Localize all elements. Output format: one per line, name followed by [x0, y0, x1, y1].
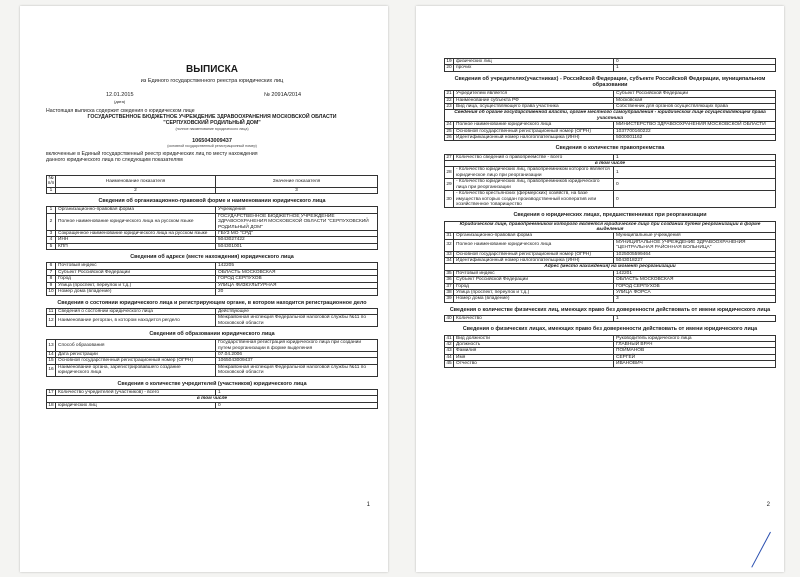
row-label: Номер дома (владение): [56, 289, 216, 295]
section-table: [46, 339, 378, 376]
row-label: Субъект Российской Федерации: [56, 269, 216, 275]
row-label: Вид лица, осуществляющего права участника: [454, 104, 614, 110]
table-row: [47, 340, 378, 352]
table-row: [445, 239, 776, 251]
row-label: Должность: [454, 342, 614, 348]
row-value: 0: [614, 191, 776, 208]
row-label: Основной государственный регистрационный номер (ОГРН): [454, 128, 614, 134]
row-value: 07.04.2006: [216, 351, 378, 357]
row-value: Муниципальные учреждения: [614, 233, 776, 239]
row-value: ГОРОД СЕРПУХОВ: [216, 276, 378, 282]
row-value: 1025005599464: [614, 251, 776, 257]
row-label: Способ образования: [56, 340, 216, 352]
row-label: Количество учредителей (участников) - всего: [56, 389, 216, 395]
section-title: Сведения об адресе (месте нахождения) юридического лица: [130, 254, 294, 261]
page-1: [20, 6, 388, 572]
table-row: [445, 65, 776, 71]
row-number: 19: [446, 59, 452, 64]
row-value: ОБЛАСТЬ МОСКОВСКАЯ: [614, 277, 776, 283]
row-value: 1: [614, 65, 776, 71]
row-number: 5: [47, 243, 56, 249]
row-value: Руководитель юридического лица: [614, 335, 776, 341]
included-text: включенные в Единый государственный реестр юридических лиц по месту нахождения данного юридического лица по следующим показателям: [46, 150, 258, 163]
page-number: 2: [766, 502, 770, 508]
header-table: [46, 175, 378, 194]
row-number: 29: [445, 179, 454, 191]
row-number: 7: [47, 269, 56, 275]
row-value: 5000001162: [614, 135, 776, 141]
row-value: ИВАНОВИЧ: [614, 361, 776, 367]
page-2: [416, 6, 784, 572]
table-row: [445, 135, 776, 141]
row-value: 3: [614, 296, 776, 302]
document-subtitle: из Единого государственного реестра юридических лиц: [140, 78, 284, 84]
row-number: 1: [47, 207, 56, 213]
org-name-line1: ГОСУДАРСТВЕННОЕ БЮДЖЕТНОЕ УЧРЕЖДЕНИЕ ЗДРАВООХРАНЕНИЯ МОСКОВСКОЙ ОБЛАСТИ: [87, 114, 337, 121]
org-name-label: (полное наименование юридического лица): [175, 126, 249, 131]
section-table: [46, 262, 378, 295]
row-value: Действующее: [216, 308, 378, 314]
section-table: [46, 308, 378, 327]
row-value: 1: [614, 167, 776, 179]
row-label: Организационно-правовая форма: [56, 207, 216, 213]
row-value: 1037700160222: [614, 128, 776, 134]
extract-meta: [46, 92, 378, 108]
page-number: 1: [366, 502, 370, 508]
header-c1: 1: [47, 187, 56, 193]
row-number: 37: [446, 283, 452, 289]
row-number: 25: [446, 128, 452, 134]
row-label: прочих: [454, 65, 614, 71]
extract-date-label: (дата): [114, 99, 126, 104]
row-label: Фамилия: [454, 348, 614, 354]
row-number: 21: [446, 91, 452, 97]
row-value: Межрайонная инспекция Федеральной налоговой службы №11 по Московской области: [216, 315, 378, 327]
row-label: физических лиц: [454, 59, 614, 65]
row-number: 36: [446, 277, 452, 283]
row-label: Полное наименование юридического лица: [454, 239, 614, 251]
row-number: 34: [446, 257, 452, 263]
row-number: 18: [48, 402, 54, 408]
table-row: [47, 243, 378, 249]
section-table: [444, 58, 776, 72]
row-label: Учредителем является: [454, 91, 614, 97]
table-row: [445, 167, 776, 179]
subsection-title: Сведения об органе государственной власти, органе местного самоуправления - юридическом лице осуществляющем права участника: [445, 110, 776, 122]
row-value: ОБЛАСТЬ МОСКОВСКАЯ: [216, 269, 378, 275]
section-table: [444, 221, 776, 303]
header-c2: 2: [56, 187, 216, 193]
row-number: 23: [446, 104, 452, 110]
row-number: 39: [446, 296, 452, 302]
section-title: Сведения об образовании юридического лица: [149, 330, 275, 337]
row-value: УЛИЦА ФОРСА: [614, 290, 776, 296]
org-name-line2: "СЕРПУХОВСКИЙ РОДИЛЬНЫЙ ДОМ": [163, 120, 261, 127]
table-row: [47, 402, 378, 408]
row-number: 4: [47, 237, 56, 243]
row-label: Полное наименование юридического лица: [454, 122, 614, 128]
row-value: 1: [614, 316, 776, 322]
row-value: ГОСУДАРСТВЕННОЕ БЮДЖЕТНОЕ УЧРЕЖДЕНИЕ ЗДРАВООХРАНЕНИЯ МОСКОВСКОЙ ОБЛАСТИ "СЕРПУХОВСКИЙ РОДИЛЬНЫЙ ДОМ": [216, 213, 378, 230]
row-value: 142205: [216, 263, 378, 269]
row-number: 35: [446, 270, 452, 276]
header-c3: 3: [216, 187, 378, 193]
row-value: ГОРОД СЕРПУХОВ: [614, 283, 776, 289]
row-label: КПП: [56, 243, 216, 249]
row-number: 15: [48, 358, 54, 364]
row-label: Основной государственный регистрационный номер (ОГРН): [454, 251, 614, 257]
row-number: 44: [446, 354, 452, 360]
row-value: 5043027422: [216, 237, 378, 243]
section-table: [46, 206, 378, 250]
row-label: ИНН: [56, 237, 216, 243]
row-number: 45: [446, 361, 452, 367]
row-label: - Количество юридических лиц, правопреемников юридического лица при реорганизации: [454, 179, 614, 191]
row-label: Идентификационный номер налогоплательщика (ИНН): [454, 257, 614, 263]
row-label: Вид должности: [454, 335, 614, 341]
row-number: 2: [47, 213, 56, 230]
row-number: 40: [446, 316, 452, 322]
row-number: 17: [48, 389, 54, 395]
row-label: Сведения о состоянии юридического лица: [56, 308, 216, 314]
row-number: 6: [47, 263, 56, 269]
row-value: Субъект Российской Федерации: [614, 91, 776, 97]
row-value: МУНИЦИПАЛЬНОЕ УЧРЕЖДЕНИЕ ЗДРАВООХРАНЕНИЯ "ЦЕНТРАЛЬНАЯ РАЙОННАЯ БОЛЬНИЦА": [614, 239, 776, 251]
row-number: 27: [446, 154, 452, 160]
row-label: Номер дома (владение): [454, 296, 614, 302]
header-value: Значение показателя: [216, 176, 378, 188]
row-number: 10: [48, 289, 54, 295]
row-value: МИНИСТЕРСТВО ЗДРАВООХРАНЕНИЯ МОСКОВСКОЙ ОБЛАСТИ: [614, 122, 776, 128]
row-number: 12: [47, 315, 56, 327]
row-number: 42: [446, 342, 452, 348]
row-label: Наименование субъекта РФ: [454, 97, 614, 103]
header-num: № п/п: [47, 176, 55, 187]
row-value: СЕРГЕЙ: [614, 354, 776, 360]
row-value: 1: [614, 154, 776, 160]
row-number: 22: [446, 97, 452, 103]
section-title: Сведения о физических лицах, имеющих право без доверенности действовать от имени юридического лица: [462, 326, 758, 333]
section-title: Сведения об учредителях(участниках) - Российской Федерации, субъекте Российской Федерации, муниципальном образовании: [454, 75, 766, 89]
subsection-title: Адрес (место нахождения) на момент реорганизации: [445, 264, 776, 270]
extract-date: 12.01.2015: [106, 92, 134, 98]
row-value: Государственная регистрация юридического лица при создании путем реорганизации в форме выделения: [216, 340, 378, 352]
row-label: Количество: [454, 316, 614, 322]
section-table: [46, 389, 378, 409]
row-label: Почтовый индекс: [454, 270, 614, 276]
row-value: Межрайонная инспекция Федеральной налоговой службы №11 по Московской области: [216, 364, 378, 376]
row-number: 11: [47, 308, 56, 314]
row-number: 28: [445, 167, 454, 179]
document-title: ВЫПИСКА: [186, 64, 238, 75]
row-value: Собственник для органов осуществляющих права: [614, 104, 776, 110]
section-title: Сведения о состоянии юридического лица и регистрирующем органе, в котором находится регистрационное дело: [57, 299, 367, 306]
section-title: Сведения о юридических лицах, предшественниках при реорганизации: [513, 212, 707, 219]
row-number: 9: [47, 282, 56, 288]
section-title: Сведения об организационно-правовой форме и наименовании юридического лица: [98, 198, 326, 205]
row-value: 1065043009437: [216, 358, 378, 364]
row-number: 14: [48, 351, 54, 357]
table-row: [445, 179, 776, 191]
row-number: 20: [446, 65, 452, 71]
ogrn-value: 1065043009437: [192, 137, 232, 144]
row-label: - Количество крестьянских (фермерских) хозяйств, на базе имущества которых создан производственный кооператив или хозяйственное товарищество: [454, 191, 614, 208]
section-table: [444, 90, 776, 141]
header-name: Наименование показателя: [56, 176, 216, 188]
table-row: [47, 289, 378, 295]
row-number: 41: [446, 335, 452, 341]
row-number: 8: [47, 276, 56, 282]
row-number: 33: [446, 251, 452, 257]
section-table: [444, 335, 776, 368]
row-label: юридических лиц: [56, 402, 216, 408]
row-number: 31: [446, 233, 452, 239]
row-value: 1: [216, 389, 378, 395]
subsection-title: в том числе: [47, 396, 378, 402]
row-label: Город: [56, 276, 216, 282]
section-table: [444, 315, 776, 322]
row-label: Наименование органа, зарегистрировавшего создание юридического лица: [56, 364, 216, 376]
ogrn-label: (основной государственный регистрационный номер): [167, 143, 257, 148]
row-label: Субъект Российской Федерации: [454, 277, 614, 283]
row-number: 30: [445, 191, 454, 208]
row-label: Отчество: [454, 361, 614, 367]
table-row: [47, 364, 378, 376]
row-value: 20: [216, 289, 378, 295]
row-value: 0: [216, 402, 378, 408]
row-number: 13: [47, 340, 56, 352]
row-value: 504301001: [216, 243, 378, 249]
row-number: 43: [446, 348, 452, 354]
row-number: 38: [446, 290, 452, 295]
intro-text: Настоящая выписка содержит сведения о юридическом лице: [46, 108, 195, 114]
row-value: 0: [614, 59, 776, 65]
row-label: Сокращенное наименование юридического лица на русском языке: [56, 231, 216, 237]
section-table: [444, 154, 776, 209]
row-label: Улица (проспект, переулок и т.д.): [454, 290, 614, 296]
subsection-title: в том числе: [445, 161, 776, 167]
row-label: Улица (проспект, переулок и т.д.): [56, 282, 216, 288]
row-value: 0: [614, 179, 776, 191]
table-row: [445, 191, 776, 208]
row-number: 24: [446, 122, 452, 128]
row-label: Дата регистрации: [56, 351, 216, 357]
row-number: 32: [445, 239, 454, 251]
row-value: 142201: [614, 270, 776, 276]
section-title: Сведения о количестве правопреемства: [555, 145, 665, 152]
row-label: - Количество юридических лиц, правопреемником которого является юридическое лицо при реорганизации: [454, 167, 614, 179]
row-label: Организационно-правовая форма: [454, 233, 614, 239]
section-title: Сведения о количестве учредителей (участников) юридического лица: [117, 380, 307, 387]
row-number: 16: [47, 364, 56, 376]
row-label: Имя: [454, 354, 614, 360]
extract-number: № 2091А/2014: [264, 92, 302, 98]
table-row: [47, 213, 378, 230]
table-row: [445, 361, 776, 367]
row-value: УЛИЦА ФИЗКУЛЬТУРНАЯ: [216, 282, 378, 288]
section-title: Сведения о количестве физических лиц, имеющих право без доверенности действовать от имени юридического лица: [449, 306, 771, 313]
table-row: [445, 296, 776, 302]
row-value: ПОЙМАНОВ: [614, 348, 776, 354]
row-value: Московская: [614, 97, 776, 103]
row-label: Основной государственный регистрационный номер (ОГРН): [56, 358, 216, 364]
row-value: ГЛАВНЫЙ ВРАЧ: [614, 342, 776, 348]
row-number: 3: [47, 231, 56, 237]
row-label: Город: [454, 283, 614, 289]
row-number: 26: [446, 135, 452, 141]
row-value: 5043018227: [614, 257, 776, 263]
row-label: Полное наименование юридического лица на русском языке: [56, 213, 216, 230]
row-label: Количество сведений о правопреемстве - всего: [454, 154, 614, 160]
table-row: [445, 316, 776, 322]
subsection-title: Юридическом лице, правопреемником которого является юридическое лицо при создании путем реорганизации в форме выделения: [445, 221, 776, 233]
table-row: [47, 315, 378, 327]
row-label: Наименование регорган, в котором находится регдело: [56, 315, 216, 327]
row-label: Идентификационный номер налогоплательщика (ИНН): [454, 135, 614, 141]
row-label: Почтовый индекс: [56, 263, 216, 269]
row-value: Учреждения: [216, 207, 378, 213]
row-value: ГБУЗ МО "СРД": [216, 231, 378, 237]
